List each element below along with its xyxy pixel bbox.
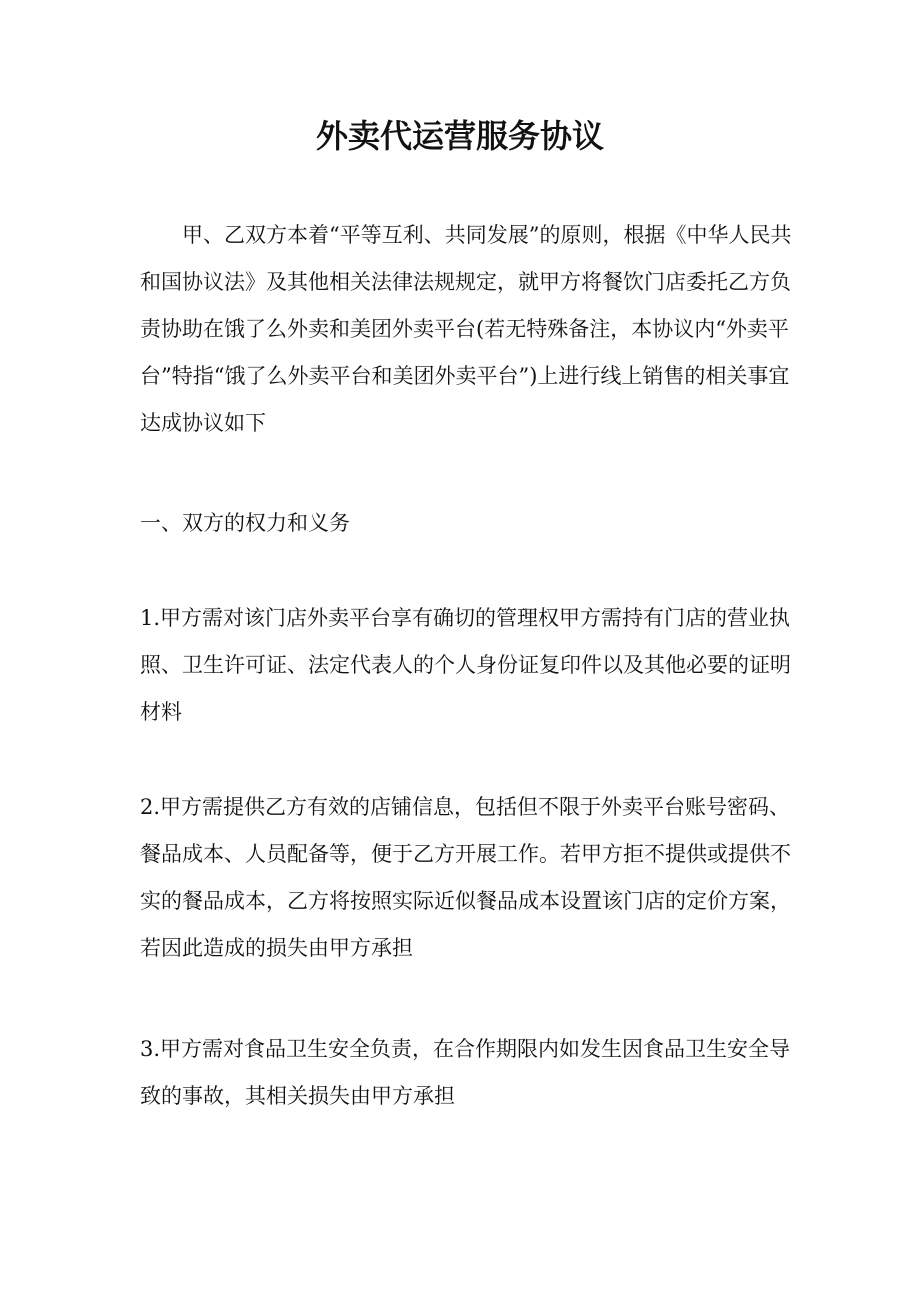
section-heading-rights-obligations: 一、双方的权力和义务 — [140, 511, 350, 535]
clause-item: 2.甲方需提供乙方有效的店铺信息，包括但不限于外卖平台账号密码、餐品成本、人员配备等，便于乙方开展工作。若甲方拒不提供或提供不实的餐品成本，乙方将按照实际近似餐品成本设置该门店的定价方案，若因此造成的损失由甲方承担 — [140, 795, 791, 960]
document-title: 外卖代运营服务协议 — [315, 117, 604, 155]
clause-item: 1.甲方需对该门店外卖平台享有确切的管理权甲方需持有门店的营业执照、卫生许可证、法定代表人的个人身份证复印件以及其他必要的证明材料 — [140, 606, 791, 724]
clause-item: 3.甲方需对食品卫生安全负责，在合作期限内如发生因食品卫生安全导致的事故，其相关损失由甲方承担 — [140, 1037, 791, 1108]
intro-paragraph: 甲、乙双方本着“平等互利、共同发展”的原则，根据《中华人民共和国协议法》及其他相关法律法规规定，就甲方将餐饮门店委托乙方负责协助在饿了么外卖和美团外卖平台(若无特殊备注，本协议内“外卖平台”特指“饿了么外卖平台和美团外卖平台”)上进行线上销售的相关事宜达成协议如下 — [140, 223, 792, 435]
